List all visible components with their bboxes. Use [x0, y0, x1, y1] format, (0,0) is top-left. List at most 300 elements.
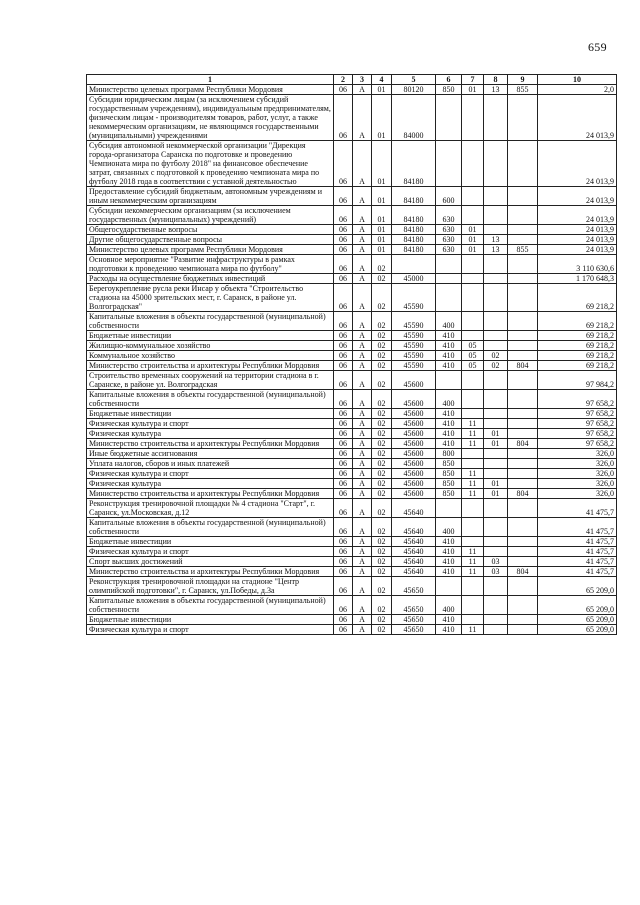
code-cell: А — [353, 499, 372, 518]
code-cell — [484, 206, 508, 225]
code-cell: 855 — [508, 245, 538, 255]
table-row — [87, 255, 617, 274]
code-cell: 02 — [372, 567, 392, 577]
code-cell: 02 — [372, 331, 392, 341]
code-cell — [484, 187, 508, 206]
amount-cell: 69 218,2 — [538, 351, 617, 361]
table-row — [87, 625, 617, 635]
code-cell: 45600 — [392, 489, 436, 499]
code-cell: 06 — [334, 351, 353, 361]
code-cell: 410 — [436, 331, 462, 341]
code-cell: 84180 — [392, 206, 436, 225]
code-cell: 11 — [462, 419, 484, 429]
code-cell: 06 — [334, 312, 353, 331]
code-cell: 45650 — [392, 577, 436, 596]
code-cell: 01 — [372, 187, 392, 206]
code-cell: 850 — [436, 479, 462, 489]
amount-cell: 41 475,7 — [538, 537, 617, 547]
row-name-cell: Физическая культура и спорт — [87, 419, 334, 429]
column-header: 9 — [508, 75, 538, 85]
row-name-cell: Физическая культура и спорт — [87, 547, 334, 557]
code-cell: А — [353, 419, 372, 429]
code-cell: 06 — [334, 284, 353, 312]
code-cell: 02 — [372, 537, 392, 547]
amount-cell: 24 013,9 — [538, 141, 617, 187]
code-cell: 01 — [372, 85, 392, 95]
row-name-cell: Строительство временных сооружений на территории стадиона в г. Саранске, в районе ул. Волгоградская — [87, 371, 334, 390]
code-cell: 06 — [334, 459, 353, 469]
code-cell: 01 — [484, 429, 508, 439]
amount-cell: 69 218,2 — [538, 341, 617, 351]
code-cell: 410 — [436, 615, 462, 625]
column-header: 1 — [87, 75, 334, 85]
table-row — [87, 479, 617, 489]
code-cell — [462, 274, 484, 284]
amount-cell: 326,0 — [538, 479, 617, 489]
code-cell: 410 — [436, 547, 462, 557]
code-cell: 06 — [334, 361, 353, 371]
code-cell: 06 — [334, 187, 353, 206]
code-cell: 01 — [372, 235, 392, 245]
row-name-cell: Министерство строительства и архитектуры Республики Мордовия — [87, 489, 334, 499]
table-row — [87, 85, 617, 95]
code-cell: 804 — [508, 361, 538, 371]
code-cell: 600 — [436, 187, 462, 206]
code-cell: А — [353, 615, 372, 625]
table-row — [87, 274, 617, 284]
amount-cell: 65 209,0 — [538, 596, 617, 615]
code-cell: 02 — [372, 479, 392, 489]
code-cell: 02 — [372, 419, 392, 429]
code-cell: А — [353, 449, 372, 459]
code-cell: А — [353, 479, 372, 489]
code-cell: 45590 — [392, 331, 436, 341]
code-cell: 11 — [462, 489, 484, 499]
code-cell: 45650 — [392, 625, 436, 635]
code-cell — [508, 331, 538, 341]
table-row — [87, 235, 617, 245]
code-cell: 13 — [484, 235, 508, 245]
code-cell: 410 — [436, 625, 462, 635]
code-cell — [484, 615, 508, 625]
code-cell: 45600 — [392, 429, 436, 439]
code-cell — [508, 557, 538, 567]
code-cell — [462, 284, 484, 312]
row-name-cell: Основное мероприятие "Развитие инфраструктуры в рамках подготовки к проведению чемпионата мира по футболу" — [87, 255, 334, 274]
code-cell: 400 — [436, 390, 462, 409]
code-cell: 410 — [436, 557, 462, 567]
code-cell: 410 — [436, 439, 462, 449]
table-row — [87, 312, 617, 331]
code-cell — [508, 499, 538, 518]
amount-cell: 326,0 — [538, 469, 617, 479]
row-name-cell: Спорт высших достижений — [87, 557, 334, 567]
code-cell: 410 — [436, 341, 462, 351]
code-cell: 45000 — [392, 274, 436, 284]
table-row — [87, 489, 617, 499]
amount-cell: 326,0 — [538, 459, 617, 469]
amount-cell: 3 110 630,6 — [538, 255, 617, 274]
amount-cell: 69 218,2 — [538, 331, 617, 341]
code-cell — [508, 371, 538, 390]
code-cell — [484, 499, 508, 518]
row-name-cell: Капитальные вложения в объекты государственной (муниципальной) собственности — [87, 312, 334, 331]
amount-cell: 69 218,2 — [538, 284, 617, 312]
code-cell — [508, 469, 538, 479]
amount-cell: 65 209,0 — [538, 625, 617, 635]
code-cell: 850 — [436, 459, 462, 469]
code-cell: А — [353, 245, 372, 255]
table-header-row — [87, 75, 617, 85]
code-cell: 06 — [334, 331, 353, 341]
code-cell: А — [353, 187, 372, 206]
column-header: 8 — [484, 75, 508, 85]
amount-cell: 24 013,9 — [538, 225, 617, 235]
code-cell — [508, 312, 538, 331]
code-cell: А — [353, 85, 372, 95]
code-cell — [508, 235, 538, 245]
code-cell — [484, 469, 508, 479]
code-cell — [508, 596, 538, 615]
code-cell — [508, 479, 538, 489]
code-cell: 06 — [334, 245, 353, 255]
code-cell — [508, 537, 538, 547]
code-cell: А — [353, 518, 372, 537]
code-cell — [508, 409, 538, 419]
row-name-cell: Физическая культура — [87, 479, 334, 489]
code-cell — [484, 409, 508, 419]
code-cell: 02 — [372, 547, 392, 557]
table-row — [87, 567, 617, 577]
amount-cell: 41 475,7 — [538, 499, 617, 518]
table-row — [87, 351, 617, 361]
code-cell: 45600 — [392, 469, 436, 479]
table-row — [87, 95, 617, 141]
table-row — [87, 284, 617, 312]
code-cell — [484, 331, 508, 341]
row-name-cell: Капитальные вложения в объекты государственной (муниципальной) собственности — [87, 596, 334, 615]
code-cell: 02 — [372, 429, 392, 439]
code-cell: 11 — [462, 557, 484, 567]
row-name-cell: Расходы на осуществление бюджетных инвестиций — [87, 274, 334, 284]
code-cell: 800 — [436, 449, 462, 459]
code-cell: 01 — [484, 439, 508, 449]
row-name-cell: Иные бюджетные ассигнования — [87, 449, 334, 459]
code-cell — [508, 547, 538, 557]
code-cell: А — [353, 341, 372, 351]
code-cell: 630 — [436, 206, 462, 225]
code-cell: А — [353, 351, 372, 361]
code-cell: 06 — [334, 371, 353, 390]
code-cell: 02 — [372, 596, 392, 615]
code-cell: А — [353, 459, 372, 469]
code-cell: 45590 — [392, 361, 436, 371]
table-row — [87, 371, 617, 390]
code-cell: 02 — [372, 390, 392, 409]
code-cell — [508, 206, 538, 225]
code-cell: 01 — [372, 225, 392, 235]
code-cell: 06 — [334, 95, 353, 141]
code-cell — [508, 459, 538, 469]
code-cell: 01 — [372, 95, 392, 141]
code-cell: 06 — [334, 596, 353, 615]
row-name-cell: Другие общегосударственные вопросы — [87, 235, 334, 245]
code-cell: 01 — [484, 489, 508, 499]
row-name-cell: Бюджетные инвестиции — [87, 615, 334, 625]
table-row — [87, 499, 617, 518]
table-row — [87, 429, 617, 439]
code-cell: 45600 — [392, 419, 436, 429]
code-cell — [484, 596, 508, 615]
code-cell: 02 — [372, 469, 392, 479]
code-cell — [508, 284, 538, 312]
code-cell: 850 — [436, 489, 462, 499]
code-cell — [484, 255, 508, 274]
row-name-cell: Субсидии некоммерческим организациям (за исключением государственных (муниципальных) учреждений) — [87, 206, 334, 225]
code-cell: 03 — [484, 557, 508, 567]
code-cell: 11 — [462, 567, 484, 577]
code-cell — [462, 537, 484, 547]
code-cell: 804 — [508, 439, 538, 449]
code-cell — [508, 351, 538, 361]
code-cell — [508, 255, 538, 274]
code-cell: А — [353, 625, 372, 635]
code-cell: 45640 — [392, 557, 436, 567]
code-cell — [484, 577, 508, 596]
code-cell — [462, 615, 484, 625]
row-name-cell: Предоставление субсидий бюджетным, автономным учреждениям и иным некоммерческим организациям — [87, 187, 334, 206]
table-row — [87, 141, 617, 187]
code-cell: 45640 — [392, 518, 436, 537]
table-row — [87, 439, 617, 449]
code-cell: 05 — [462, 361, 484, 371]
code-cell — [462, 187, 484, 206]
code-cell: 02 — [372, 284, 392, 312]
code-cell: 630 — [436, 245, 462, 255]
row-name-cell: Бюджетные инвестиции — [87, 537, 334, 547]
code-cell — [392, 255, 436, 274]
code-cell — [508, 341, 538, 351]
row-name-cell: Бюджетные инвестиции — [87, 331, 334, 341]
code-cell: 45600 — [392, 459, 436, 469]
code-cell — [462, 331, 484, 341]
code-cell: А — [353, 409, 372, 419]
code-cell — [462, 255, 484, 274]
table-row — [87, 537, 617, 547]
code-cell: 02 — [372, 255, 392, 274]
code-cell — [436, 141, 462, 187]
code-cell: 06 — [334, 274, 353, 284]
code-cell: 02 — [372, 274, 392, 284]
code-cell: 850 — [436, 469, 462, 479]
code-cell: А — [353, 274, 372, 284]
code-cell: 06 — [334, 419, 353, 429]
code-cell: 400 — [436, 312, 462, 331]
code-cell: 01 — [462, 245, 484, 255]
code-cell — [462, 459, 484, 469]
code-cell: 11 — [462, 469, 484, 479]
code-cell — [462, 141, 484, 187]
code-cell: А — [353, 596, 372, 615]
code-cell — [484, 419, 508, 429]
code-cell — [484, 95, 508, 141]
amount-cell: 24 013,9 — [538, 206, 617, 225]
code-cell: 11 — [462, 479, 484, 489]
code-cell: 410 — [436, 361, 462, 371]
code-cell: 02 — [372, 371, 392, 390]
code-cell — [484, 225, 508, 235]
code-cell: А — [353, 489, 372, 499]
code-cell — [436, 95, 462, 141]
amount-cell: 97 658,2 — [538, 409, 617, 419]
code-cell — [508, 615, 538, 625]
code-cell: 06 — [334, 449, 353, 459]
code-cell: А — [353, 439, 372, 449]
table-row — [87, 361, 617, 371]
row-name-cell: Министерство строительства и архитектуры Республики Мордовия — [87, 361, 334, 371]
code-cell — [436, 577, 462, 596]
code-cell: 84000 — [392, 95, 436, 141]
code-cell: 02 — [372, 557, 392, 567]
code-cell — [484, 341, 508, 351]
row-name-cell: Бюджетные инвестиции — [87, 409, 334, 419]
code-cell: А — [353, 312, 372, 331]
code-cell: 01 — [484, 479, 508, 489]
table-row — [87, 187, 617, 206]
code-cell: 45640 — [392, 547, 436, 557]
table-row — [87, 547, 617, 557]
table-row — [87, 390, 617, 409]
column-header: 7 — [462, 75, 484, 85]
code-cell: А — [353, 206, 372, 225]
code-cell: 06 — [334, 439, 353, 449]
row-name-cell: Физическая культура и спорт — [87, 469, 334, 479]
code-cell — [508, 141, 538, 187]
code-cell — [462, 95, 484, 141]
code-cell: 630 — [436, 235, 462, 245]
row-name-cell: Физическая культура и спорт — [87, 625, 334, 635]
code-cell: 45600 — [392, 449, 436, 459]
amount-cell: 97 658,2 — [538, 429, 617, 439]
table-row — [87, 245, 617, 255]
code-cell — [508, 625, 538, 635]
code-cell — [484, 390, 508, 409]
code-cell: 410 — [436, 429, 462, 439]
code-cell: 01 — [462, 85, 484, 95]
code-cell: 45590 — [392, 351, 436, 361]
table-row — [87, 596, 617, 615]
amount-cell: 97 984,2 — [538, 371, 617, 390]
amount-cell: 326,0 — [538, 449, 617, 459]
code-cell: А — [353, 557, 372, 567]
code-cell: 11 — [462, 439, 484, 449]
code-cell: 02 — [372, 489, 392, 499]
code-cell: 06 — [334, 206, 353, 225]
table-row — [87, 615, 617, 625]
code-cell — [484, 459, 508, 469]
code-cell: 11 — [462, 429, 484, 439]
code-cell: 06 — [334, 85, 353, 95]
code-cell: А — [353, 577, 372, 596]
code-cell: А — [353, 547, 372, 557]
code-cell — [484, 284, 508, 312]
amount-cell: 1 170 648,3 — [538, 274, 617, 284]
table-row — [87, 518, 617, 537]
code-cell: 410 — [436, 409, 462, 419]
code-cell — [484, 312, 508, 331]
code-cell — [484, 141, 508, 187]
row-name-cell: Уплата налогов, сборов и иных платежей — [87, 459, 334, 469]
code-cell: А — [353, 361, 372, 371]
amount-cell: 41 475,7 — [538, 518, 617, 537]
code-cell: А — [353, 141, 372, 187]
code-cell: 02 — [372, 459, 392, 469]
code-cell: 45650 — [392, 615, 436, 625]
code-cell: 06 — [334, 577, 353, 596]
code-cell: 02 — [372, 518, 392, 537]
code-cell: 45590 — [392, 284, 436, 312]
code-cell: 45640 — [392, 537, 436, 547]
code-cell: 02 — [372, 577, 392, 596]
code-cell — [462, 577, 484, 596]
budget-table — [86, 74, 617, 635]
table-row — [87, 409, 617, 419]
code-cell: 45590 — [392, 312, 436, 331]
code-cell — [508, 429, 538, 439]
amount-cell: 24 013,9 — [538, 187, 617, 206]
amount-cell: 24 013,9 — [538, 245, 617, 255]
row-name-cell: Коммунальное хозяйство — [87, 351, 334, 361]
code-cell: 06 — [334, 469, 353, 479]
amount-cell: 24 013,9 — [538, 235, 617, 245]
code-cell: 06 — [334, 499, 353, 518]
code-cell: 06 — [334, 479, 353, 489]
code-cell — [462, 312, 484, 331]
code-cell: 855 — [508, 85, 538, 95]
code-cell — [462, 499, 484, 518]
row-name-cell: Физическая культура — [87, 429, 334, 439]
code-cell: 06 — [334, 547, 353, 557]
amount-cell: 24 013,9 — [538, 95, 617, 141]
code-cell — [508, 95, 538, 141]
code-cell: 03 — [484, 567, 508, 577]
code-cell: 06 — [334, 489, 353, 499]
code-cell: 02 — [372, 499, 392, 518]
code-cell: 06 — [334, 567, 353, 577]
amount-cell: 326,0 — [538, 489, 617, 499]
row-name-cell: Министерство целевых программ Республики Мордовия — [87, 245, 334, 255]
table-row — [87, 449, 617, 459]
code-cell: 410 — [436, 537, 462, 547]
code-cell: 02 — [372, 625, 392, 635]
code-cell: 45600 — [392, 409, 436, 419]
row-name-cell: Капитальные вложения в объекты государственной (муниципальной) собственности — [87, 390, 334, 409]
code-cell: 01 — [462, 225, 484, 235]
amount-cell: 97 658,2 — [538, 390, 617, 409]
code-cell: 804 — [508, 567, 538, 577]
row-name-cell: Министерство целевых программ Республики Мордовия — [87, 85, 334, 95]
code-cell: 05 — [462, 341, 484, 351]
code-cell: 02 — [484, 361, 508, 371]
row-name-cell: Министерство строительства и архитектуры Республики Мордовия — [87, 567, 334, 577]
code-cell: 02 — [372, 615, 392, 625]
code-cell — [436, 499, 462, 518]
amount-cell: 65 209,0 — [538, 577, 617, 596]
table-row — [87, 557, 617, 567]
code-cell: 45650 — [392, 596, 436, 615]
code-cell — [508, 187, 538, 206]
code-cell: А — [353, 235, 372, 245]
